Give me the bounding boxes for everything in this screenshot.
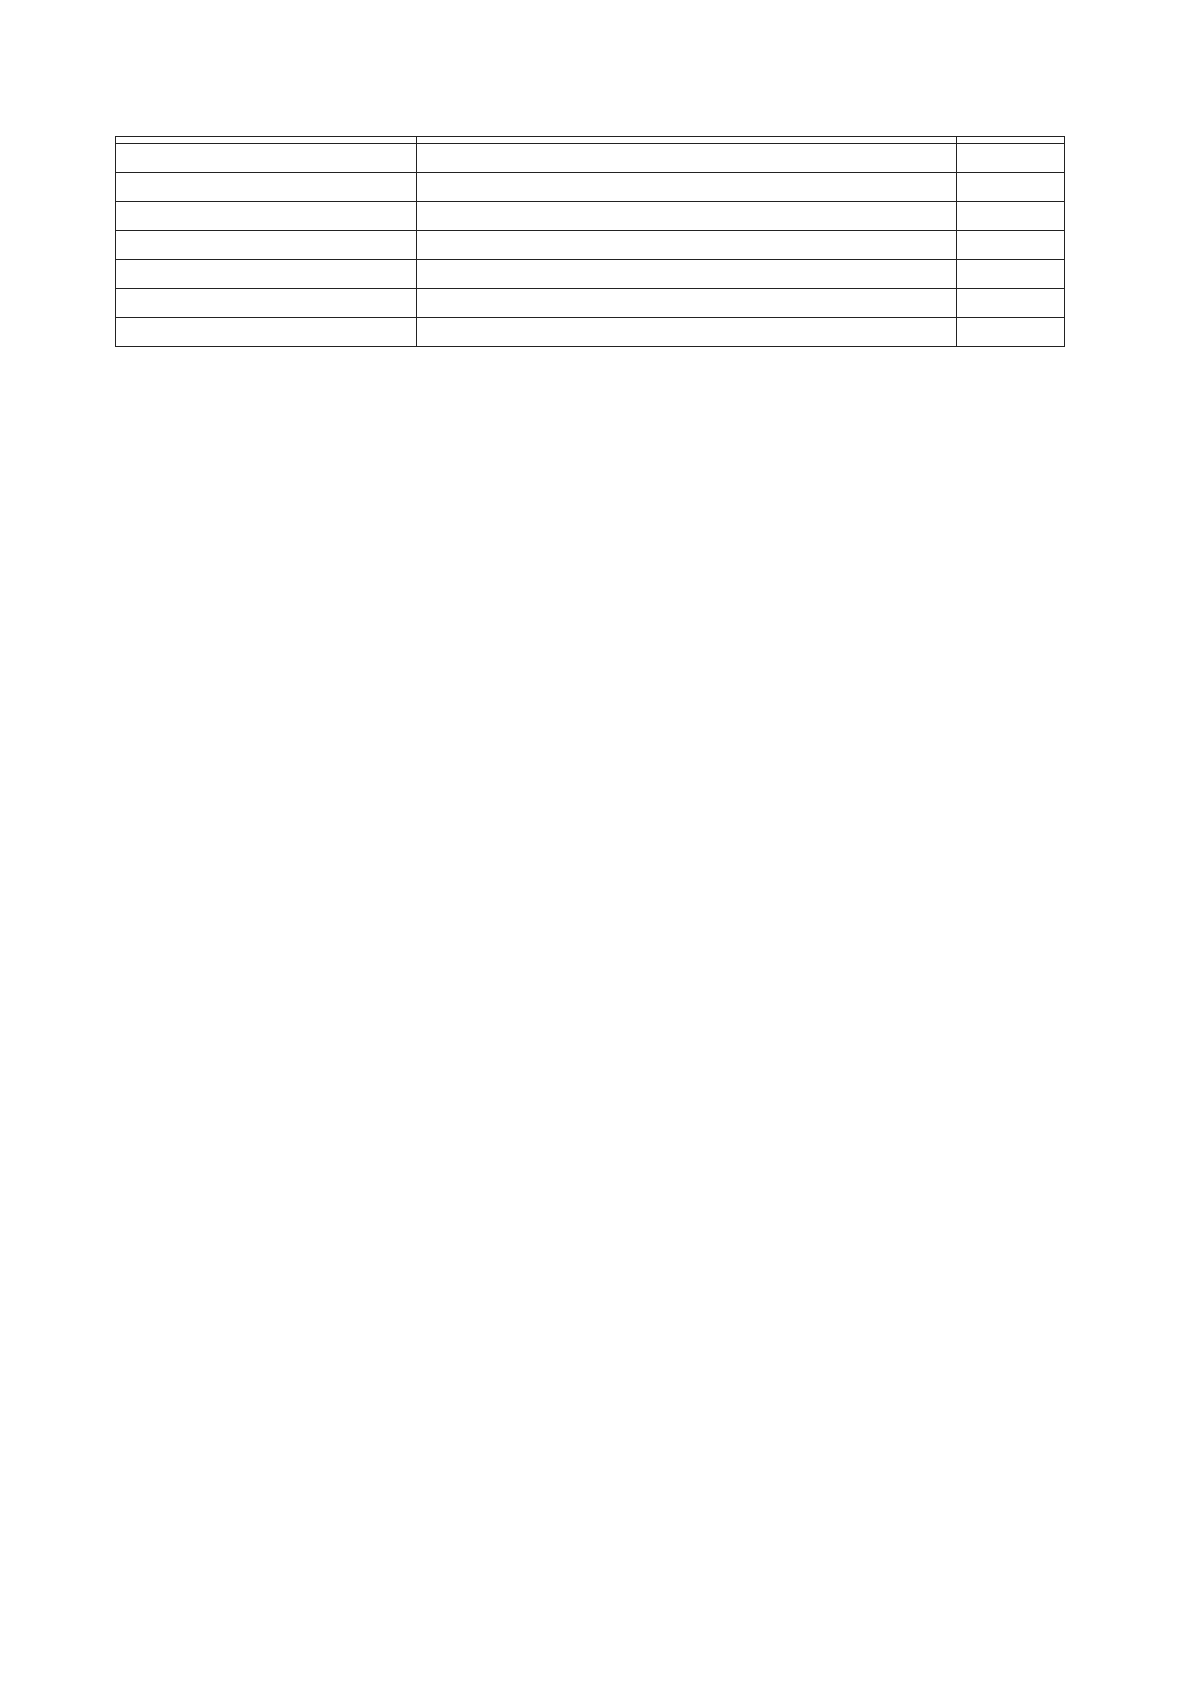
row-code bbox=[957, 289, 1065, 318]
row-description bbox=[417, 173, 957, 202]
table-row bbox=[116, 173, 1065, 202]
row-code bbox=[957, 231, 1065, 260]
table-header bbox=[116, 137, 1065, 144]
row-description bbox=[417, 144, 957, 173]
table-row bbox=[116, 144, 1065, 173]
row-name bbox=[116, 318, 417, 347]
row-name bbox=[116, 231, 417, 260]
row-description bbox=[417, 231, 957, 260]
row-name bbox=[116, 202, 417, 231]
table-body bbox=[116, 144, 1065, 347]
row-code bbox=[957, 260, 1065, 289]
row-description bbox=[417, 202, 957, 231]
row-description bbox=[417, 289, 957, 318]
header-row bbox=[116, 137, 1065, 144]
row-code bbox=[957, 318, 1065, 347]
row-description bbox=[417, 318, 957, 347]
row-code bbox=[957, 173, 1065, 202]
table-row bbox=[116, 231, 1065, 260]
row-name bbox=[116, 289, 417, 318]
header-name bbox=[116, 137, 417, 144]
table-row bbox=[116, 260, 1065, 289]
row-name bbox=[116, 260, 417, 289]
row-description bbox=[417, 260, 957, 289]
row-name bbox=[116, 144, 417, 173]
row-code bbox=[957, 144, 1065, 173]
header-code bbox=[957, 137, 1065, 144]
row-code bbox=[957, 202, 1065, 231]
table-row bbox=[116, 202, 1065, 231]
row-name bbox=[116, 173, 417, 202]
land-use-table bbox=[115, 136, 1065, 347]
table-row bbox=[116, 289, 1065, 318]
header-description bbox=[417, 137, 957, 144]
table-row bbox=[116, 318, 1065, 347]
